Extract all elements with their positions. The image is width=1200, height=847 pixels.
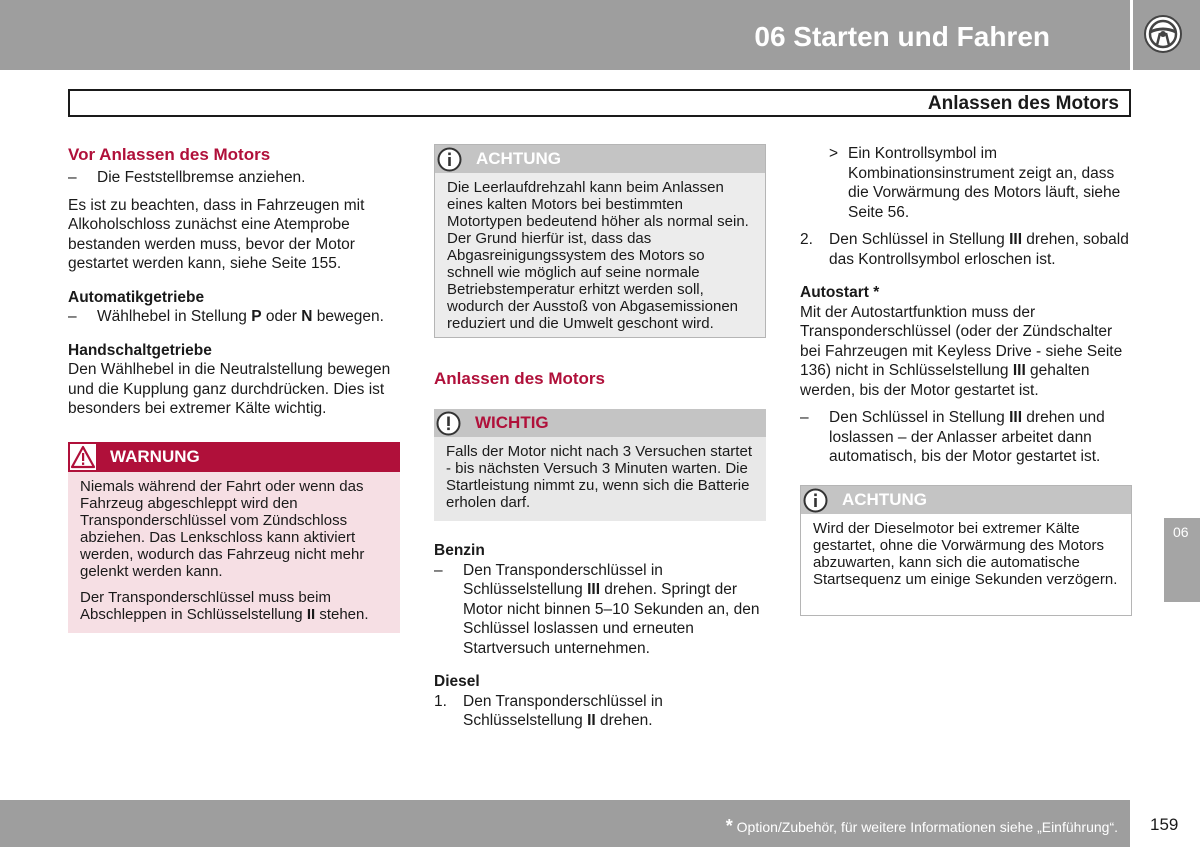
wichtig-body	[434, 437, 766, 517]
bold-text: II	[306, 605, 316, 623]
dash-marker: –	[68, 169, 77, 186]
section-title: Anlassen des Motors	[927, 93, 1119, 114]
list-item	[800, 230, 1132, 269]
text: oder	[261, 308, 302, 325]
achtung-header	[435, 145, 765, 173]
list-item	[68, 307, 400, 327]
text: Den Transponderschlüssel in Schlüsselstellung	[463, 561, 663, 598]
alcolock-paragraph: Es ist zu beachten, dass in Fahrzeugen mit Alkoholschloss zunächst eine Atemprobe bestanden werden muss, bevor der Motor gestartet werden kann, siehe Seite 155.	[68, 196, 365, 272]
dash-marker: –	[800, 409, 809, 426]
text: drehen und loslassen – der Anlasser arbeitet dann automatisch, bis der Motor gestartet ist.	[829, 409, 1105, 465]
wichtig-text: Falls der Motor nicht nach 3 Versuchen startet - bis nächsten Versuch 3 Minuten warten. Die Startleistung nimmt zu, wenn sich die Batterie erholen darf.	[446, 443, 752, 511]
header-band	[0, 0, 1130, 70]
dash-marker: –	[68, 308, 77, 325]
heading-autostart: Autostart *	[800, 284, 880, 301]
text: gehalten werden, bis der Motor gestartet ist.	[800, 362, 1090, 399]
warning-triangle-icon	[68, 442, 98, 472]
wichtig-header	[434, 409, 766, 437]
wichtig-label: WICHTIG	[475, 413, 549, 432]
warning-body	[68, 472, 400, 629]
page-number: 159	[1150, 815, 1179, 834]
text: Den Transponderschlüssel in Schlüsselstellung	[463, 692, 663, 729]
heading-diesel: Diesel	[434, 673, 480, 690]
achtung-box-diesel	[800, 485, 1132, 616]
result-marker: >	[829, 145, 839, 162]
heading-anlassen: Anlassen des Motors	[434, 369, 605, 388]
text: drehen.	[595, 712, 653, 729]
bold-text: III	[1009, 231, 1022, 248]
warning-header	[68, 442, 400, 472]
autostart-paragraph	[800, 303, 1132, 401]
step-number: 1.	[434, 692, 447, 710]
column-2	[434, 144, 766, 731]
bold-text: III	[587, 581, 600, 598]
heading-vor-anlassen: Vor Anlassen des Motors	[68, 145, 271, 164]
footnote-star: *	[725, 816, 733, 836]
warning-label: WARNUNG	[110, 446, 200, 466]
info-icon	[437, 147, 462, 172]
achtung-text: Wird der Dieselmotor bei extremer Kälte gestartet, ohne die Vorwärmung des Motors abzuwarten, kann sich die automatische Startsequenz um einige Sekunden verzögern.	[813, 519, 1118, 588]
text: Den Schlüssel in Stellung	[829, 409, 1010, 426]
text: drehen, sobald das Kontrollsymbol erloschen ist.	[829, 231, 1129, 268]
manual-paragraph: Den Wählhebel in die Neutralstellung bewegen und die Kupplung ganz durchdrücken. Dies ist besonders bei extremer Kälte wichtig.	[68, 361, 391, 417]
achtung-body	[801, 514, 1131, 594]
chapter-side-tab	[1164, 518, 1200, 602]
steering-wheel-icon	[1143, 14, 1183, 54]
result-item	[800, 144, 1132, 222]
chapter-tab-label: 06	[1173, 524, 1189, 540]
text: Der Transponderschlüssel muss beim Abschleppen in Schlüsselstellung	[80, 588, 331, 623]
bold-text: P	[251, 308, 262, 325]
list-item-text: Die Feststellbremse anziehen.	[97, 169, 306, 186]
achtung-text: Die Leerlaufdrehzahl kann beim Anlassen eines kalten Motors bei bestimmten Motortypen bedeutend höher als normal sein. Der Grund hierfür ist, dass das Abgasreinigungssystem des Motors so schnell wie möglich auf seine normale Betriebstemperatur erhitzt werden soll, wodurch der Ausstoß von Abgasemissionen reduziert und die Umwelt geschont wird.	[447, 179, 749, 332]
wichtig-box	[434, 409, 766, 521]
bold-text: II	[587, 712, 596, 729]
chapter-title: 06 Starten und Fahren	[754, 21, 1050, 52]
text: Mit der Autostartfunktion muss der Transponderschlüssel (oder der Zündschalter bei Fahrzeugen mit Keyless Drive - siehe Seite 136) nicht in Schlüsselstellung	[800, 303, 1123, 379]
step-number: 2.	[800, 231, 813, 248]
list-item	[800, 408, 1132, 467]
dash-marker: –	[434, 561, 443, 579]
text: Ein Kontrollsymbol im Kombinationsinstrument zeigt an, dass die Vorwärmung des Motors läuft, siehe Seite 56.	[848, 145, 1121, 221]
heading-benzin: Benzin	[434, 542, 485, 559]
bold-text: III	[1009, 409, 1022, 426]
warning-box	[68, 442, 400, 633]
heading-handschaltgetriebe: Handschaltgetriebe	[68, 341, 212, 359]
list-item	[434, 692, 766, 731]
achtung-label: ACHTUNG	[476, 149, 561, 168]
bold-text: III	[1012, 362, 1026, 379]
exclamation-icon	[436, 411, 461, 436]
achtung-header	[801, 486, 1131, 514]
column-1	[68, 144, 400, 633]
achtung-box	[434, 144, 766, 338]
warning-paragraph-1: Niemals während der Fahrt oder wenn das Fahrzeug abgeschleppt wird den Transponderschlüssel vom Zündschloss abziehen. Das Lenkschloss kann aktiviert werden, wodurch das Fahrzeug nicht mehr gelenkt werden kann.	[80, 477, 365, 580]
text: stehen.	[315, 605, 369, 623]
text: drehen. Springt der Motor nicht binnen 5–10 Sekunden an, den Schlüssel loslassen und erneuten Startversuch unternehmen.	[463, 581, 760, 657]
achtung-label: ACHTUNG	[842, 489, 927, 509]
page-number-box	[1133, 800, 1200, 847]
text: bewegen.	[312, 308, 384, 325]
footnote	[726, 817, 1118, 836]
chapter-icon-box	[1133, 0, 1200, 70]
bold-text: N	[301, 308, 313, 325]
warning-paragraph-2	[80, 589, 388, 623]
footnote-text: Option/Zubehör, für weitere Informationen siehe „Einführung“.	[732, 819, 1118, 835]
text: Wählhebel in Stellung	[97, 308, 252, 325]
achtung-body	[435, 173, 765, 338]
footer-band	[0, 800, 1130, 847]
list-item	[434, 561, 766, 659]
column-3	[800, 144, 1132, 616]
info-icon	[803, 488, 828, 513]
list-item	[68, 168, 400, 188]
text: Den Schlüssel in Stellung	[829, 231, 1010, 248]
section-title-bar	[68, 89, 1131, 117]
heading-automatikgetriebe: Automatikgetriebe	[68, 288, 205, 306]
